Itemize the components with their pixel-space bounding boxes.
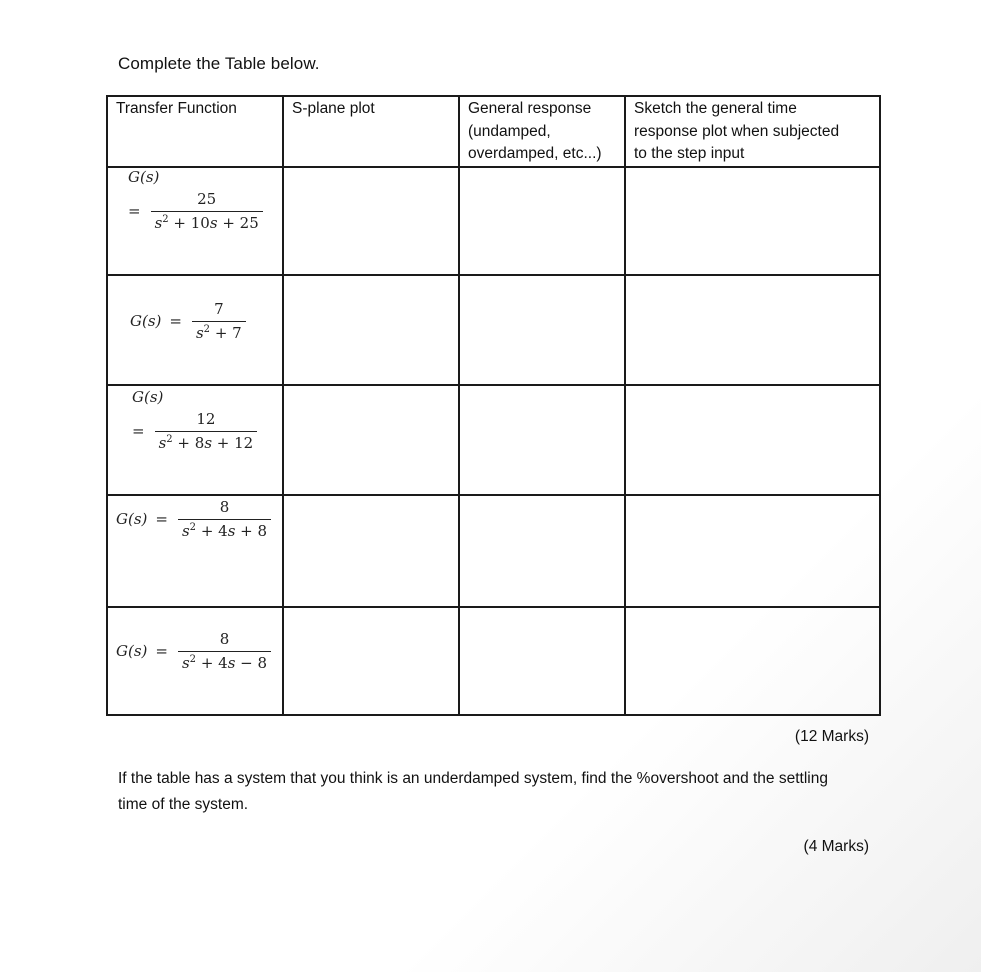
transfer-function-formula: G(s) = $\frac{8}{s^2 + 4s + 8}$ bbox=[116, 498, 271, 540]
table-marks: (12 Marks) bbox=[794, 728, 869, 745]
question-marks: (4 Marks) bbox=[803, 838, 869, 855]
table-row bbox=[107, 495, 880, 607]
time-response-sketch-cell[interactable] bbox=[625, 607, 880, 715]
response-table bbox=[106, 95, 881, 716]
transfer-function-formula: G(s) = $\frac{7}{s^2 + 7}$ bbox=[130, 300, 246, 342]
transfer-function-cell bbox=[107, 385, 283, 495]
transfer-function-cell bbox=[107, 607, 283, 715]
s-plane-answer-cell[interactable] bbox=[283, 495, 459, 607]
time-response-sketch-cell[interactable] bbox=[625, 495, 880, 607]
table-header-row bbox=[107, 96, 880, 167]
general-response-answer-cell[interactable] bbox=[459, 495, 625, 607]
transfer-function-formula: G(s) = $\frac{25}{s^2 + 10s + 25}$ bbox=[128, 168, 263, 232]
header-s-plane-plot: S-plane plot bbox=[283, 96, 459, 167]
table-row bbox=[107, 385, 880, 495]
general-response-answer-cell[interactable] bbox=[459, 607, 625, 715]
general-response-answer-cell[interactable] bbox=[459, 385, 625, 495]
header-transfer-function: Transfer Function bbox=[107, 96, 283, 167]
s-plane-answer-cell[interactable] bbox=[283, 385, 459, 495]
header-time-response-sketch: Sketch the general time response plot when subjected to the step input bbox=[625, 96, 880, 167]
s-plane-answer-cell[interactable] bbox=[283, 607, 459, 715]
transfer-function-cell bbox=[107, 167, 283, 275]
time-response-sketch-cell[interactable] bbox=[625, 275, 880, 385]
general-response-answer-cell[interactable] bbox=[459, 167, 625, 275]
table-row bbox=[107, 167, 880, 275]
header-general-response: General response (undamped, overdamped, etc...) bbox=[459, 96, 625, 167]
underdamped-question: If the table has a system that you think is an underdamped system, find the %overshoot and the settling time of the system. bbox=[118, 770, 828, 813]
s-plane-answer-cell[interactable] bbox=[283, 167, 459, 275]
table-row bbox=[107, 607, 880, 715]
table-row bbox=[107, 275, 880, 385]
transfer-function-formula: G(s) = $\frac{12}{s^2 + 8s + 12}$ bbox=[132, 388, 257, 452]
s-plane-answer-cell[interactable] bbox=[283, 275, 459, 385]
general-response-answer-cell[interactable] bbox=[459, 275, 625, 385]
time-response-sketch-cell[interactable] bbox=[625, 385, 880, 495]
instruction-text: Complete the Table below. bbox=[118, 54, 320, 73]
transfer-function-formula: G(s) = $\frac{8}{s^2 + 4s - 8}$ bbox=[116, 630, 271, 672]
transfer-function-cell bbox=[107, 495, 283, 607]
transfer-function-cell bbox=[107, 275, 283, 385]
time-response-sketch-cell[interactable] bbox=[625, 167, 880, 275]
